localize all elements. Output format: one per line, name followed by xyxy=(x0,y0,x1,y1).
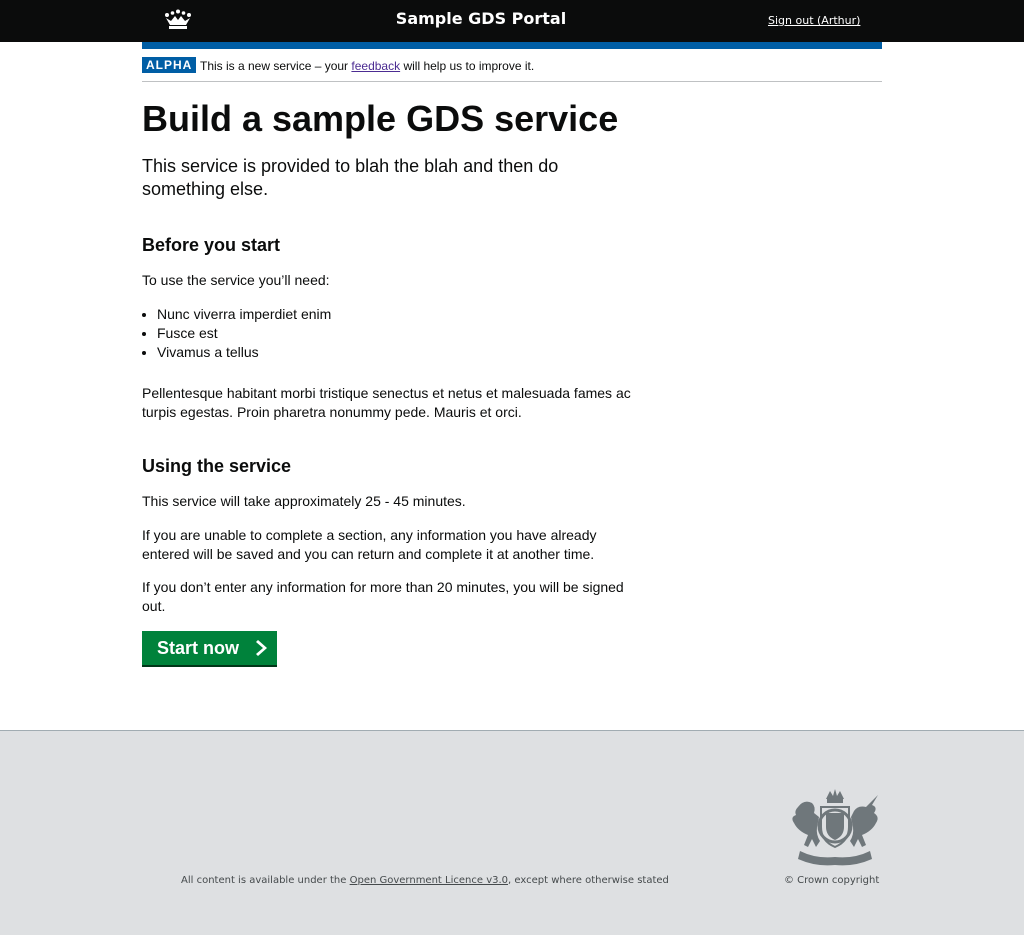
page-title: Build a sample GDS service xyxy=(142,98,619,139)
licence-text xyxy=(181,875,669,886)
global-footer xyxy=(0,730,1024,935)
duration-paragraph: This service will take approximately 25 - 45 minutes. xyxy=(142,493,466,509)
list-item: • Nunc viverra imperdiet enim xyxy=(157,305,331,324)
phase-banner-text xyxy=(200,59,534,73)
licence-text-after: , except where otherwise stated xyxy=(508,875,669,886)
header-blue-bar xyxy=(142,42,882,49)
service-name[interactable]: Sample GDS Portal xyxy=(395,9,567,28)
feedback-link[interactable]: feedback xyxy=(351,59,401,73)
using-the-service-heading: Using the service xyxy=(142,456,292,476)
start-now-label: Start now xyxy=(157,637,240,658)
list-item: • Vivamus a tellus xyxy=(157,343,331,362)
list-item: • Fusce est xyxy=(157,324,331,343)
crown-copyright[interactable]: © Crown copyright xyxy=(784,875,880,886)
phase-text-before: This is a new service – your xyxy=(200,59,349,73)
needs-list xyxy=(142,305,331,362)
before-you-start-heading: Before you start xyxy=(142,235,281,255)
timeout-paragraph: If you don’t enter any information for more than 20 minutes, you will be signed out. xyxy=(142,579,624,614)
royal-coat-of-arms-icon xyxy=(786,787,884,867)
before-intro: To use the service you’ll need: xyxy=(142,272,330,288)
before-paragraph: Pellentesque habitant morbi tristique senectus et netus et malesuada fames ac turpis egestas. Proin pharetra nonummy pede. Mauris et orci. xyxy=(142,385,631,420)
chevron-right-icon xyxy=(254,639,270,657)
phase-text-after: will help us to improve it. xyxy=(403,59,535,73)
licence-text-before: All content is available under the xyxy=(181,875,347,886)
phase-tag: ALPHA xyxy=(142,57,196,73)
sign-out-link[interactable]: Sign out (Arthur) xyxy=(768,14,861,27)
lead-paragraph: This service is provided to blah the blah and then do something else. xyxy=(142,156,559,199)
save-progress-paragraph: If you are unable to complete a section, any information you have already entered will be saved and you can return and complete it at another time. xyxy=(142,527,597,562)
open-government-licence-link[interactable]: Open Government Licence v3.0 xyxy=(349,875,509,886)
start-now-button[interactable] xyxy=(142,631,277,665)
phase-banner xyxy=(142,56,882,82)
global-header xyxy=(0,0,1024,42)
